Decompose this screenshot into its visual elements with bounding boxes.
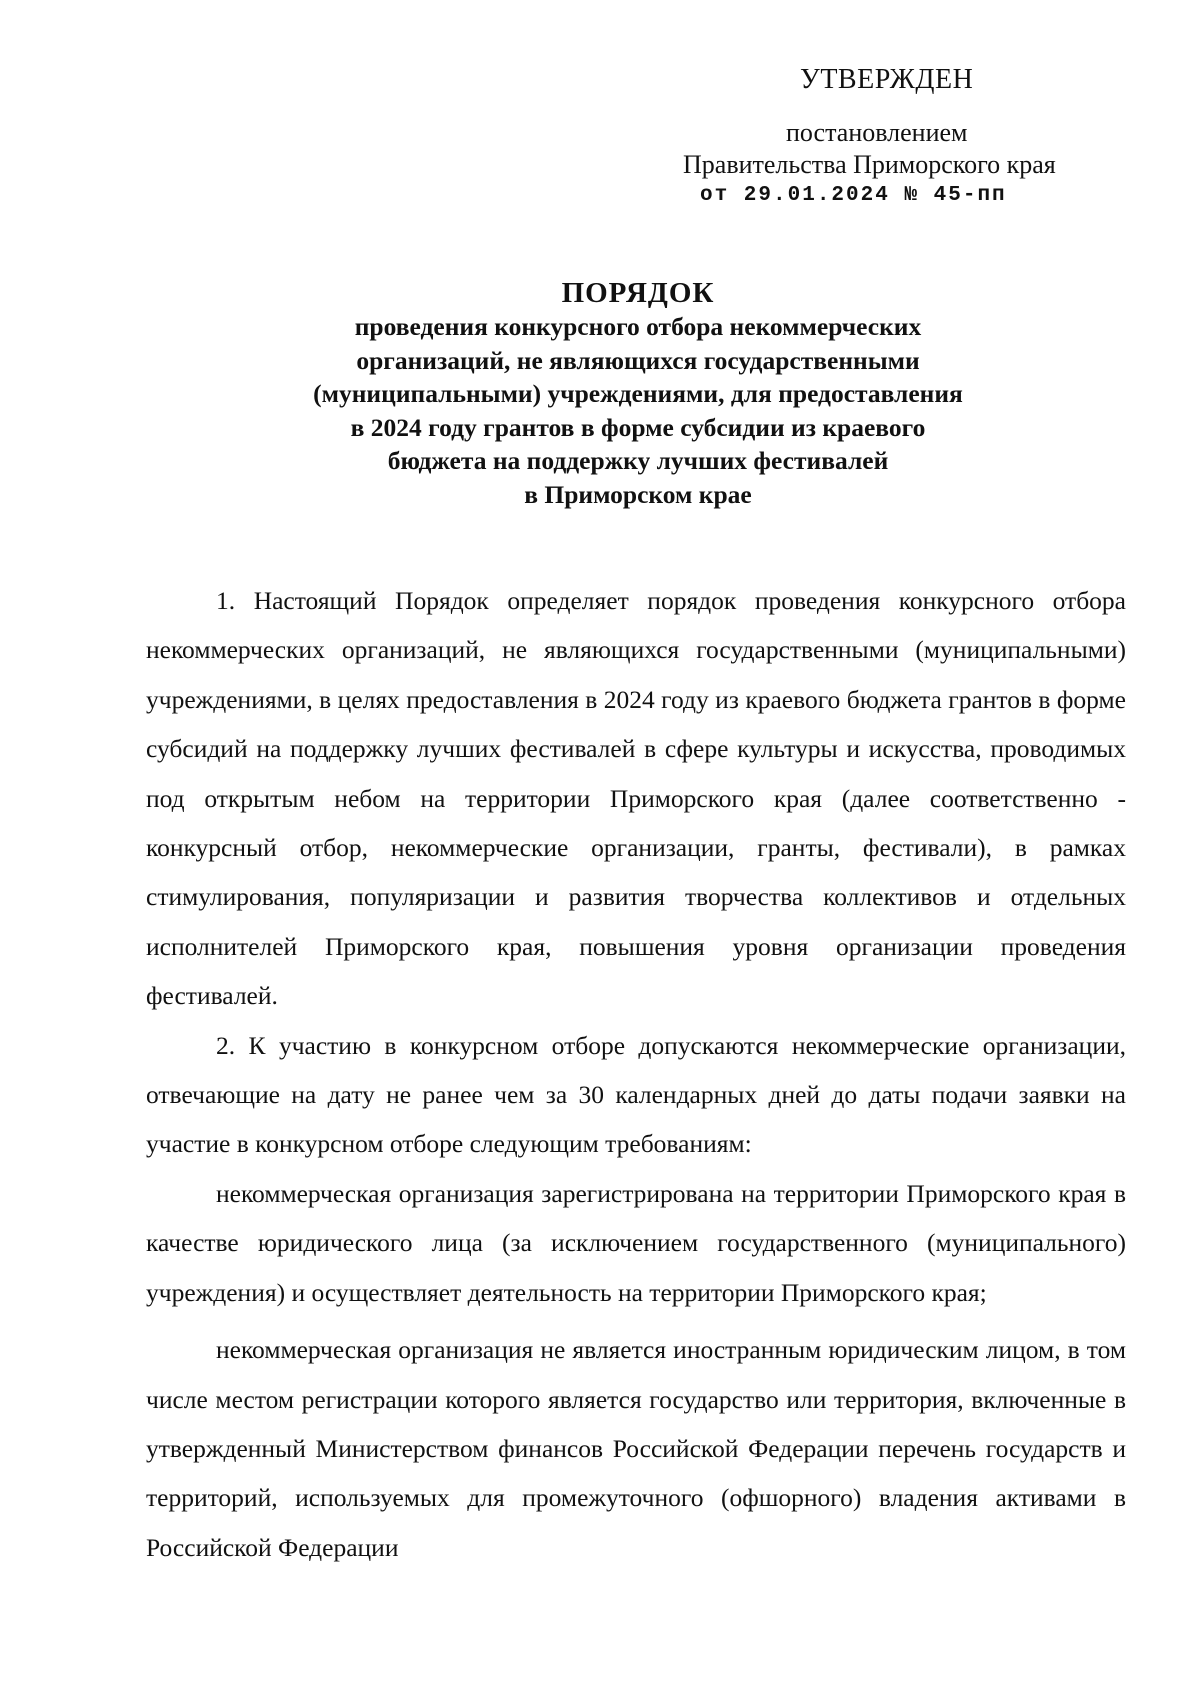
approval-title: УТВЕРЖДЕН — [800, 64, 974, 95]
document-subtitle-line: в 2024 году грантов в форме субсидии из краевого — [350, 412, 926, 442]
document-subtitle-line: проведения конкурсного отбора некоммерческих — [354, 312, 922, 341]
document-subtitle-line: организаций, не являющихся государственными — [356, 345, 920, 375]
document-subtitle-line: в Приморском крае — [524, 479, 752, 509]
paragraph-requirement-not-foreign: некоммерческая организация не является иностранным юридическим лицом, в том числе местом регистрации которого является государство или территория, включенные в утвержденный Министерством финансов Российской Федерации перечень государств и территорий, используемых для промежуточного (офшорного) владения активами в Российской Федерации — [146, 1335, 1126, 1562]
paragraph-1: 1. Настоящий Порядок определяет порядок проведения конкурсного отбора некоммерческих организаций, не являющихся государственными (муниципальными) учреждениями, в целях предоставления в 2024 году из краевого бюджета грантов в форме субсидий на поддержку лучших фестивалей в сфере культуры и искусства, проводимых под открытым небом на территории Приморского края (далее соответственно - конкурсный отбор, некоммерческие организации, гранты, фестивали), в рамках стимулирования, популяризации и развития творчества коллективов и отдельных исполнителей Приморского края, повышения уровня организации проведения фестивалей. — [146, 586, 1126, 1011]
document-subtitle-line: (муниципальными) учреждениями, для предоставления — [313, 379, 963, 408]
document-body — [146, 576, 1126, 1572]
approval-line-1: постановлением — [786, 118, 968, 147]
approval-date-number: от 29.01.2024 № 45-пп — [700, 184, 1007, 207]
paragraph-2: 2. К участию в конкурсном отборе допускаются некоммерческие организации, отвечающие на дату не ранее чем за 30 календарных дней до даты подачи заявки на участие в конкурсном отборе следующим требованиям: — [146, 1030, 1126, 1159]
paragraph-requirement-registration: некоммерческая организация зарегистрирована на территории Приморского края в качестве юридического лица (за исключением государственного (муниципального) учреждения) и осуществляет деятельность на территории Приморского края; — [146, 1178, 1126, 1307]
document-heading — [0, 276, 1200, 511]
document-title: ПОРЯДОК — [561, 277, 715, 309]
approval-line-2: Правительства Приморского края — [683, 150, 1056, 179]
document-subtitle-line: бюджета на поддержку лучших фестивалей — [387, 446, 889, 475]
